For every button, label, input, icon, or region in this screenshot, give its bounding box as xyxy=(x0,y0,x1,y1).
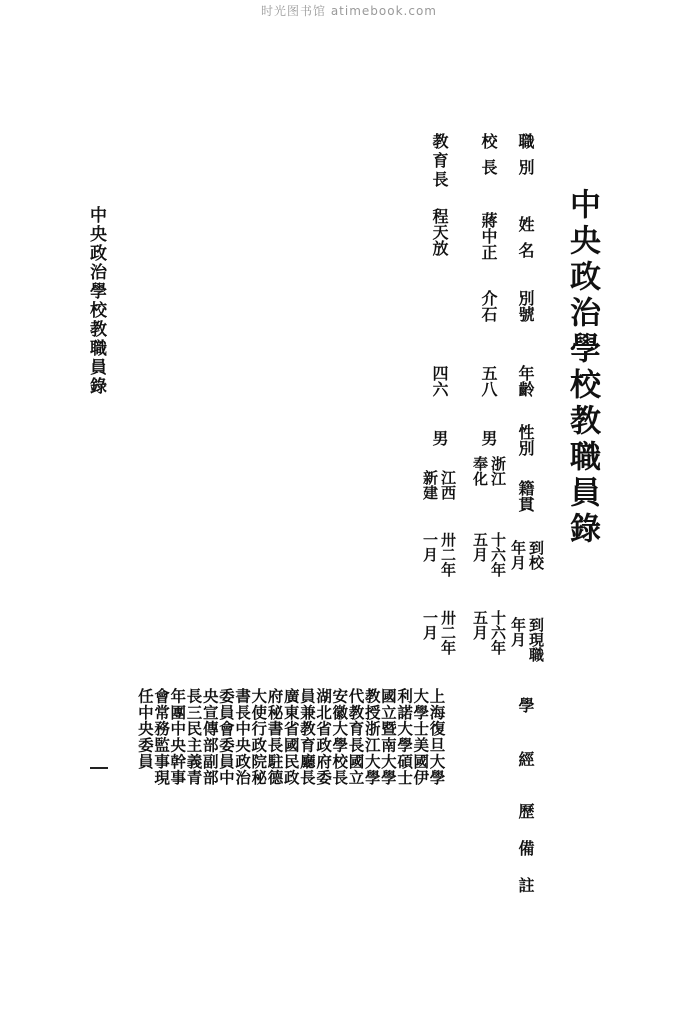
divider-mark xyxy=(90,767,108,769)
header-address: 歷 xyxy=(516,803,535,819)
row-name: 蔣中正 xyxy=(479,212,498,260)
row-name: 程天放 xyxy=(430,208,449,256)
spine-title: 中央政治學校教職員錄 xyxy=(86,206,106,396)
resume-column: 任中央委員 xyxy=(135,688,155,770)
resume-column: 廣東省國民政 xyxy=(281,688,301,786)
resume-column: 湖北省政府委 xyxy=(314,688,334,786)
row-current-a: 十六年 xyxy=(489,610,507,655)
resume-column: 代教育長國立 xyxy=(346,688,366,786)
resume-column: 委員會委員中 xyxy=(216,688,236,786)
row-joined-a: 卅二年 xyxy=(439,532,457,577)
header-joined-b: 年月 xyxy=(509,540,527,570)
header-note: 註 xyxy=(516,877,535,893)
row-position: 教育長 xyxy=(430,133,449,190)
header-resume: 經 xyxy=(516,751,535,767)
page-title: 中央政治學校教職員錄 xyxy=(564,188,600,548)
resume-column: 國立暨南大學 xyxy=(378,688,398,786)
row-joined-a: 十六年 xyxy=(489,532,507,577)
header-background: 學 xyxy=(516,697,535,713)
row-origin-b: 奉化 xyxy=(471,456,489,486)
row-current-a: 卅二年 xyxy=(439,610,457,655)
row-sex: 男 xyxy=(430,430,449,446)
row-origin-a: 浙江 xyxy=(489,456,507,486)
row-current-b: 一月 xyxy=(421,610,439,640)
header-age: 年齡 xyxy=(516,365,535,397)
resume-column: 年團中央幹事 xyxy=(168,688,188,786)
resume-column: 大使行政院秘 xyxy=(249,688,269,786)
row-current-b: 五月 xyxy=(471,610,489,640)
resume-column: 府秘書長駐德 xyxy=(265,688,285,786)
row-origin-b: 新建 xyxy=(421,470,439,500)
header-sex: 性別 xyxy=(516,424,535,456)
row-age: 五八 xyxy=(479,365,498,397)
resume-column: 上海復旦大學 xyxy=(427,688,447,786)
resume-column: 書長中央政治 xyxy=(233,688,253,786)
resume-column: 安徽大學校長 xyxy=(330,688,350,786)
header-name: 姓名 xyxy=(516,216,535,268)
resume-column: 員兼教育廳長 xyxy=(297,688,317,786)
resume-column: 利諾大學碩士 xyxy=(395,688,415,786)
resume-column: 教授浙江大學 xyxy=(362,688,382,786)
header-joined-a: 到校 xyxy=(527,540,545,570)
header-remarks: 備 xyxy=(516,840,535,856)
resume-column: 會常務監事現 xyxy=(152,688,172,786)
resume-column: 長三民主義青 xyxy=(184,688,204,786)
resume-column: 大學士美國伊 xyxy=(411,688,431,786)
row-joined-b: 五月 xyxy=(471,532,489,562)
header-courtesy: 別號 xyxy=(516,290,535,322)
header-origin: 籍貫 xyxy=(516,480,535,512)
row-origin-a: 江西 xyxy=(439,470,457,500)
watermark: 时光图书馆 atimebook.com xyxy=(261,4,437,18)
row-courtesy: 介石 xyxy=(479,290,498,322)
header-position: 職別 xyxy=(516,133,535,185)
resume-column: 央宣傳部副部 xyxy=(200,688,220,786)
header-current-a: 到現職 xyxy=(527,617,545,662)
row-position: 校長 xyxy=(479,133,498,185)
row-age: 四六 xyxy=(430,365,449,397)
row-joined-b: 一月 xyxy=(421,532,439,562)
row-sex: 男 xyxy=(479,430,498,446)
header-current-b: 年月 xyxy=(509,617,527,647)
